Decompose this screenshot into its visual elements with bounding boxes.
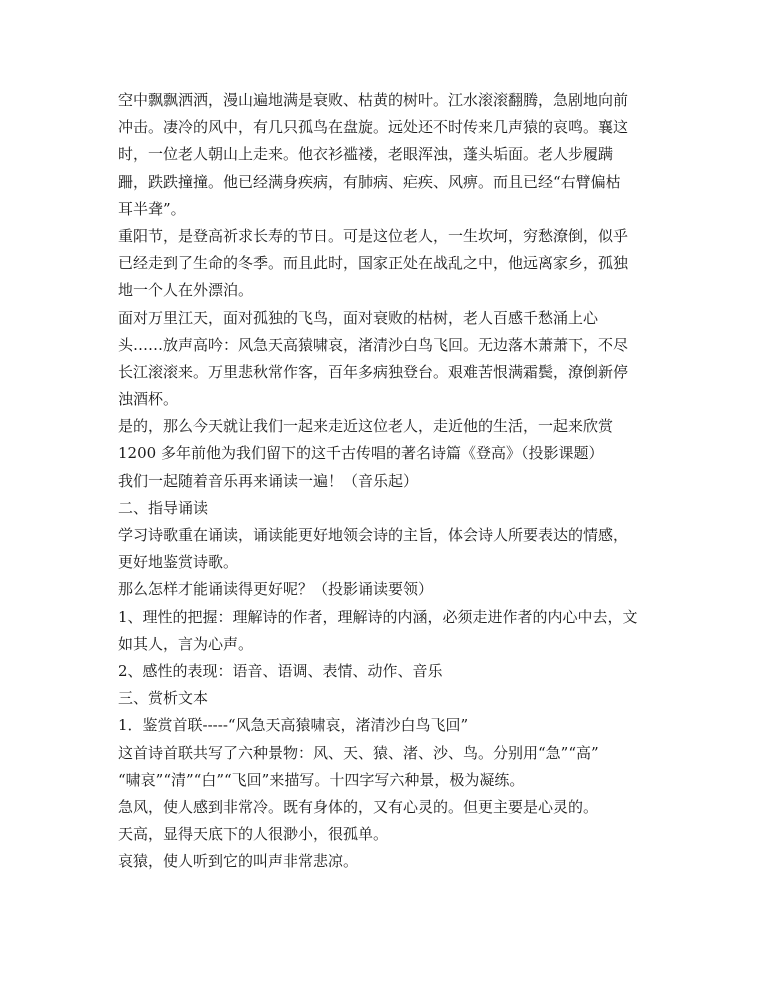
text-line: 那么怎样才能诵读得更好呢？（投影诵读要领） (118, 580, 434, 599)
text-line: 地一个人在外漂泊。 (118, 281, 254, 300)
text-line: 1200 多年前他为我们留下的这千古传唱的著名诗篇《登高》（投影课题） (118, 444, 604, 463)
text-line: 长江滚滚来。万里悲秋常作客，百年多病独登台。艰难苦恨满霜鬓，潦倒新停 (118, 362, 629, 381)
text-line: 1．鉴赏首联-----“风急天高猿啸哀，渚清沙白鸟飞回” (118, 716, 469, 735)
text-line: 跚，跌跌撞撞。他已经满身疾病，有肺病、疟疾、风痹。而且已经“右臂偏枯 (118, 172, 621, 191)
section-heading: 三、赏析文本 (118, 689, 209, 708)
text-line: 2、感性的表现：语音、语调、表情、动作、音乐 (118, 661, 443, 680)
text-line: 如其人，言为心声。 (118, 634, 254, 653)
text-line: 耳半聋”。 (118, 199, 186, 218)
text-line: 是的，那么今天就让我们一起来走近这位老人，走近他的生活，一起来欣赏 (118, 417, 614, 436)
text-line: 重阳节，是登高祈求长寿的节日。可是这位老人，一生坎坷，穷愁潦倒，似乎 (118, 226, 629, 245)
text-line: 浊酒杯。 (118, 390, 179, 409)
text-line: 我们一起随着音乐再来诵读一遍！（音乐起） (118, 471, 419, 490)
text-line: 更好地鉴赏诗歌。 (118, 553, 239, 572)
text-line: 学习诗歌重在诵读，诵读能更好地领会诗的主旨，体会诗人所要表达的情感， (118, 526, 629, 544)
text-line: 哀猿，使人听到它的叫声非常悲凉。 (118, 852, 359, 871)
text-line: 空中飘飘洒洒，漫山遍地满是衰败、枯黄的树叶。江水滚滚翻腾，急剧地向前 (118, 91, 629, 109)
text-line: 面对万里江天，面对孤独的飞鸟，面对衰败的枯树，老人百感千愁涌上心 (118, 308, 599, 327)
text-line: 天高，显得天底下的人很渺小，很孤单。 (118, 825, 389, 844)
section-heading: 二、指导诵读 (118, 498, 209, 517)
text-line: 头……放声高吟：风急天高猿啸哀，渚清沙白鸟飞回。无边落木萧萧下，不尽 (118, 335, 629, 354)
text-line: “啸哀”“清”“白”“飞回”来描写。十四字写六种景，极为凝练。 (118, 770, 525, 789)
text-line: 已经走到了生命的冬季。而且此时，国家正处在战乱之中，他远离家乡，孤独 (118, 254, 629, 273)
text-line: 时，一位老人朝山上走来。他衣衫褴褛，老眼浑浊，蓬头垢面。老人步履蹒 (118, 145, 614, 164)
document-page (118, 87, 658, 875)
text-line: 这首诗首联共写了六种景物：风、天、猿、渚、沙、鸟。分别用“急”“高” (118, 743, 599, 762)
text-line: 冲击。凄冷的风中，有几只孤鸟在盘旋。远处还不时传来几声猿的哀鸣。襄这 (118, 118, 629, 137)
text-line: 急风，使人感到非常冷。既有身体的，又有心灵的。但更主要是心灵的。 (118, 797, 599, 816)
text-line: 1、理性的把握：理解诗的作者，理解诗的内涵，必须走进作者的内心中去，文 (118, 607, 638, 626)
